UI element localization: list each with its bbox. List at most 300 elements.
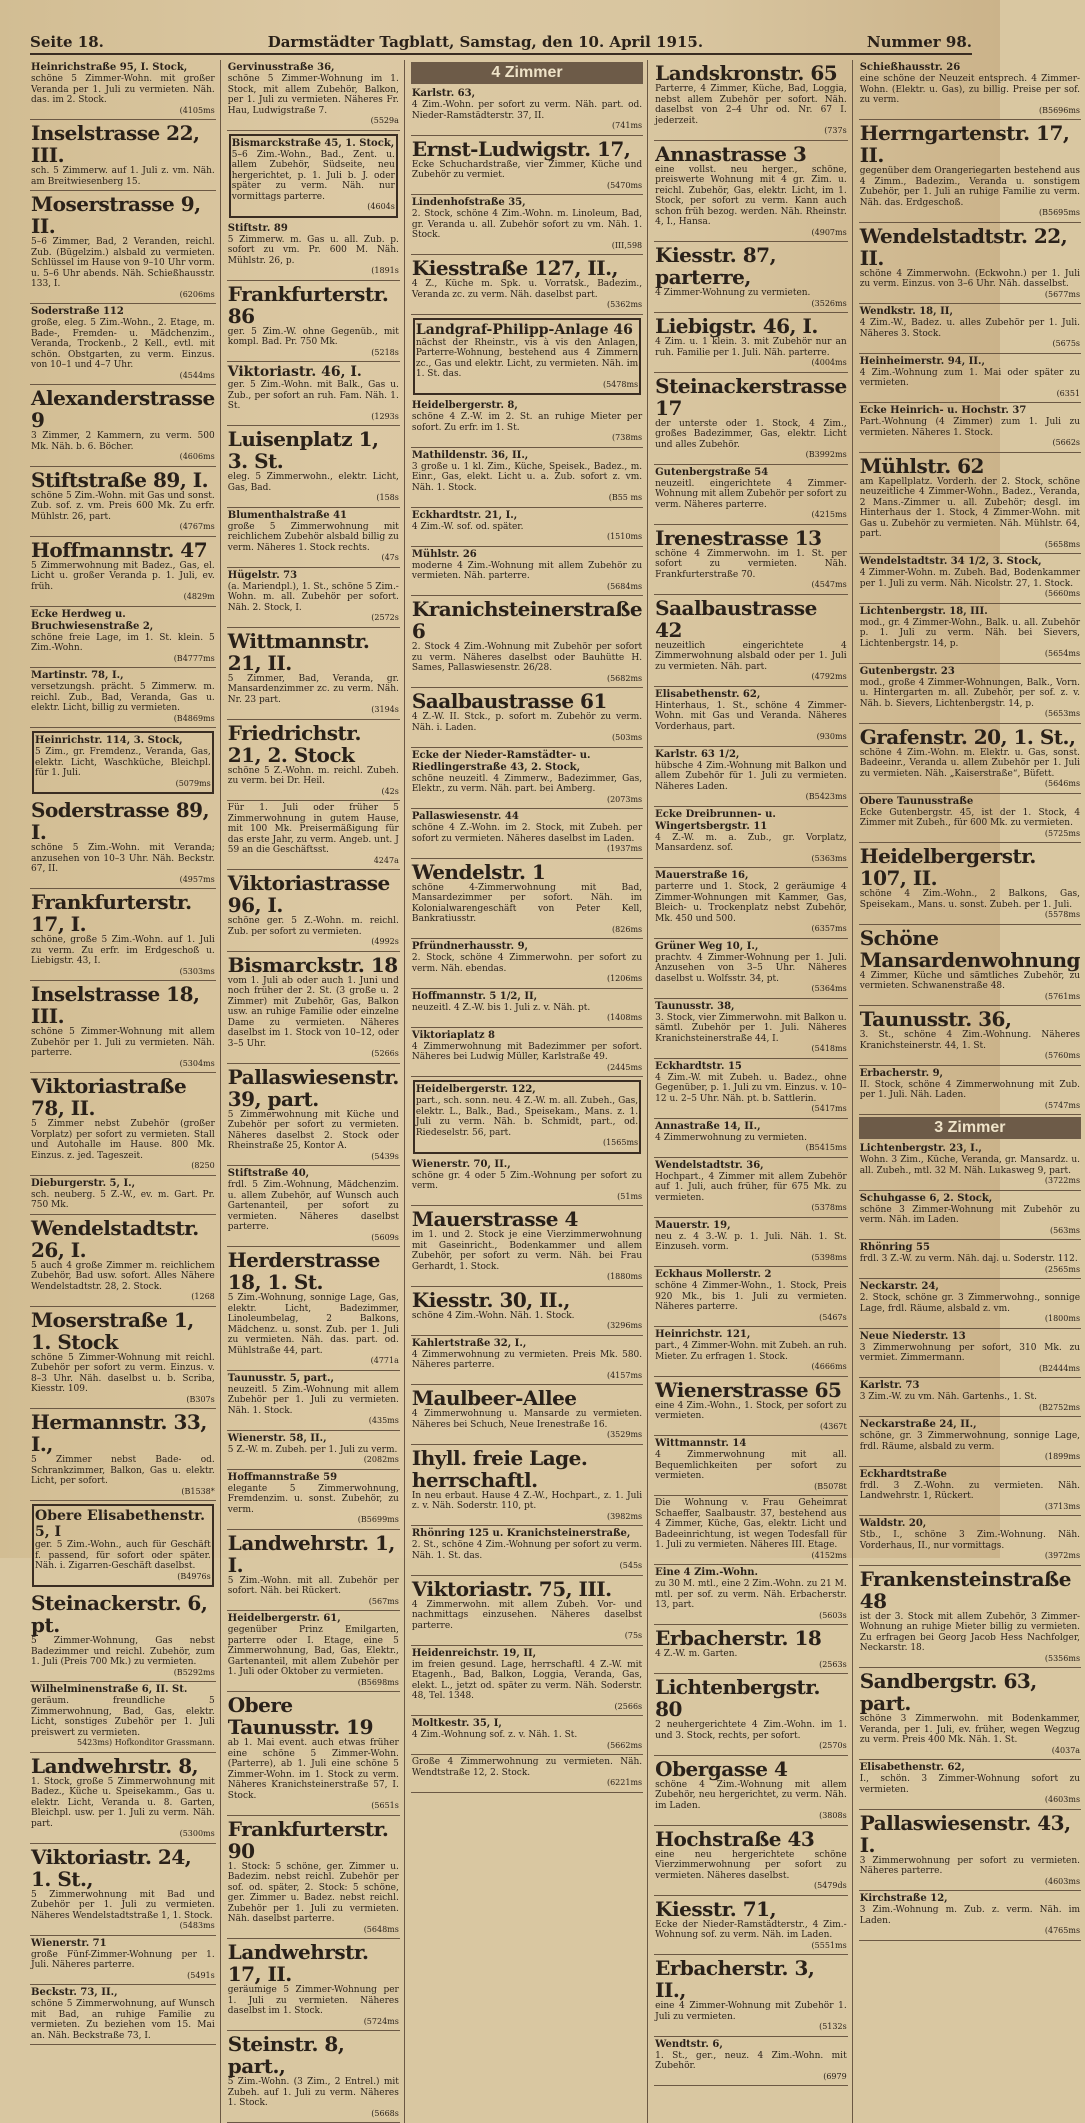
ad-body: 1. Stock: 5 schöne, ger. Zimmer u. Badezim. nebst reichl. Zubehör per sof. od. später, 2. Stock: 5 schöne, ger. Zimmer u. Badez. nebst reichl. Zubehör per 1. Juli zu vermieten. Näh. daselbst parterre. — [227, 1861, 399, 1924]
ad-body: 5 Zimmerwohnung mit Küche und Zubehör per sofort zu vermieten. Näheres daselbst 2. Stock oder Rheinstraße 25, Kontor A. — [227, 1109, 399, 1151]
ad-code: (5303ms — [179, 966, 215, 976]
ad-body: schöne 5 Zimmerwohnung, auf Wunsch mit Bad, an ruhige Familie zu vermieten. Zu beziehen vom 15. Mai an. Näh. Beckstraße 73, I. — [31, 1999, 215, 2041]
ad-code: (B4976s — [177, 1571, 211, 1581]
ad-body: frdl. 5 Zim.-Wohnung, Mädchenzim. u. allem Zubehör, auf Wunsch auch Gartenanteil, per sofort zu vermieten. Näheres daselbst parterre. — [227, 1180, 399, 1232]
ad-body: schöne 4 Z.-W. im 2. St. an ruhige Mieter per sofort. Zu erfr. im 1. St. — [411, 412, 643, 433]
ad-body: sch. neuberg. 5 Z.-W., ev. m. Gart. Pr. 750 Mk. — [31, 1189, 215, 1210]
ad-body: 4 Zim.-Wohnung sof. z. v. Näh. 1. St. — [411, 1730, 578, 1740]
ad-code: (5668s — [371, 2108, 399, 2118]
ad-body: II. Stock, schöne 4 Zimmerwohnung mit Zub. per 1. Juli. Näh. Laden. — [859, 1079, 1081, 1100]
classified-ad — [32, 1504, 214, 1587]
ad-heading: Wienerstrasse 65 — [655, 1377, 842, 1402]
classified-ad — [30, 1409, 216, 1501]
ad-body: 2. Stock 4 Zim.-Wohnung mit Zubehör per sofort zu verm. Näheres daselbst oder Bauhütte H. Sames, Pallaswiesenstr. 26/28. — [411, 642, 643, 673]
ad-body: 5–6 Zimmer, Bad, 2 Veranden, reichl. Zub. (Bügelzim.) alsbald zu vermieten. Schlüssel im Hause von 9–10 Uhr vorm. u. 5–6 Uhr abends. Näh. Schießhausstr. 133, I. — [31, 237, 215, 289]
ad-code: (563ms — [1049, 1225, 1081, 1235]
classified-ad — [859, 794, 1081, 844]
ad-heading: Wendelstadtstr. 22, II. — [859, 223, 1068, 270]
classified-ad — [654, 1826, 848, 1896]
classified-ad — [859, 1191, 1081, 1241]
ad-code: (5483ms — [179, 1921, 215, 1930]
ad-heading: Wittmannstr. 21, II. — [227, 628, 370, 675]
ad-code: (5684ms — [606, 581, 643, 591]
classified-ad — [654, 1896, 848, 1956]
classified-ad — [859, 1006, 1081, 1066]
ad-body: ger. 5 Zim.-Wohn., auch für Geschäft f. passend, für sofort oder später. Näh. i. Zigarren-Geschäft daselbst. — [35, 1540, 211, 1571]
ad-body: schöne 4 Zim.-Wohn. Näh. 1. Stock. — [411, 1310, 575, 1321]
ad-body: 5 Zim.-Wohn. (3 Zim., 2 Entrel.) mit Zubeh. auf 1. Juli zu verm. Näheres 1. Stock. — [227, 2077, 399, 2108]
ad-code: (1565ms — [602, 1138, 639, 1147]
ad-heading: Neue Niederstr. 13 — [859, 1330, 966, 1342]
classified-ad — [411, 1157, 643, 1207]
ad-body: schöne 3 Zimmer-Wohnung mit Zubehör zu verm. Näh. im Laden. — [859, 1204, 1081, 1225]
classified-ad — [859, 1467, 1081, 1517]
ad-heading: Mauerstrasse 4 — [411, 1207, 578, 1231]
column-4 — [654, 60, 853, 2123]
ad-code: (826ms — [612, 924, 643, 934]
classified-ad — [30, 1682, 216, 1753]
ad-body: im 1. und 2. Stock je eine Vierzimmerwohnung mit Gaseinricht., Bodenkammer und allem Zubehör, per sofort zu verm. Näh. bei Frau Gerhardt, 1. Stock. — [411, 1230, 643, 1272]
ad-code: (5662ms — [606, 1740, 643, 1750]
classified-ad — [654, 999, 848, 1059]
ad-code: (5304ms — [179, 1058, 215, 1068]
ad-body: eine vollst. neu herger., schöne, preiswerte Wohnung mit 4 gr. Zim. u. reichl. Zubehör, Gas, elektr. Licht, im 1. Stock, per sofort zu verm. Kann auch schon früh bezog. werden. Näh. Rheinstr. 4, I., Hansa. — [655, 164, 847, 227]
ad-code: 5423ms) Hofkonditor Grassmann. — [76, 1738, 215, 1747]
ad-code: (B5695ms — [1038, 208, 1081, 217]
ad-body: moderne 4 Zim.-Wohnung mit allem Zubehör zu vermieten. Näh. parterre. — [411, 560, 643, 581]
classified-ad — [30, 120, 216, 191]
classified-ad — [227, 362, 400, 426]
ad-code: (5491s — [187, 1970, 215, 1980]
ad-heading: Eckhardtstr. 21, I., — [411, 509, 518, 521]
ad-body: schöne 4 Zimmerwohn. im 1. St. per sofort zu vermieten. Näh. Frankfurterstraße 70. — [655, 548, 847, 580]
ad-heading: Wilhelminenstraße 6, II. St. — [31, 1684, 188, 1695]
classified-ad — [30, 304, 216, 385]
ad-body: 4 Zim.-Wohnung zum 1. Mai oder später zu vermieten. — [859, 367, 1081, 388]
ad-code: (4604s — [367, 202, 395, 211]
ad-code: (4957ms — [179, 874, 215, 884]
ad-body: Hinterhaus, 1. St., schöne 4 Zimmer-Wohn. mit Gas und Veranda. Näheres Vorderhaus, part. — [655, 700, 847, 732]
ad-body: geräum. freundliche 5 Zimmerwohnung, Bad, Gas, elektr. Licht, sonstiges Zubehör per 1. Juli preiswert zu vermieten. — [31, 1696, 215, 1738]
ad-heading: Kiesstraße 127, II., — [411, 256, 619, 280]
ad-body: schöne 5 Zim.-Wohn. mit Veranda; anzusehen von 10–3 Uhr. Näh. Beckstr. 67, II. — [31, 843, 215, 874]
classified-ad — [654, 465, 848, 525]
ad-code: (2566s — [614, 1701, 643, 1711]
ad-body: Für 1. Juli oder früher 5 Zimmerwohnung in gutem Hause, mit 100 Mk. Preisermäßigung für das erste Jahr, zu verm. Angeb. unt. J 59 an die Geschäftsst. — [227, 803, 399, 855]
ad-code: (741ms — [612, 121, 643, 130]
ad-body: mod., gr. 4 Zimmer-Wohn., Balk. u. all. Zubehör p. 1. Juli zu verm. Näh. bei Sievers, Lichtenbergstr. 14, p. — [859, 617, 1081, 649]
ad-code: (5364ms — [811, 984, 847, 993]
ad-body: 5 Zim.-Wohn. mit all. Zubehör per sofort. Näh. bei Rückert. — [227, 1575, 399, 1596]
ad-code: (4767ms — [179, 522, 215, 531]
ad-heading: Landwehrstr. 8, — [31, 1753, 199, 1778]
ad-heading: Grafenstr. 20, 1. St., — [859, 724, 1076, 749]
ad-body: (a. Mariendpl.), 1. St., schöne 5 Zim.-Wohn. m. all. Zubehör per sofort. Näh. 2. Stock, I. — [227, 581, 399, 613]
ad-heading: Steinstr. 8, part., — [227, 2032, 345, 2078]
ad-heading: Pfründnerhausstr. 9, — [411, 941, 529, 952]
classified-ad — [411, 136, 643, 196]
ad-heading: Landgraf-Philipp-Anlage 46 — [415, 321, 633, 338]
classified-ad — [30, 1985, 216, 2045]
classified-ad — [227, 568, 400, 628]
classified-ad — [859, 554, 1081, 604]
ad-heading: Wienerstr. 58, II., — [227, 1432, 327, 1444]
ad-code: (5747ms — [1044, 1100, 1081, 1110]
ad-heading: Pallaswiesenstr. 43, I. — [859, 1810, 1071, 1857]
ad-body: 5 Z.-W. m. Zubeh. per 1. Juli zu verm. — [227, 1444, 398, 1455]
ad-heading: Eckhardtstraße — [859, 1468, 947, 1480]
ad-heading: Lindenhofstraße 35, — [411, 197, 526, 208]
ad-heading: Maulbeer-Allee — [411, 1386, 577, 1410]
classified-ad — [227, 1431, 400, 1470]
ad-body: 4 Zimmer-Wohn. m. Zubeh. Bad, Bodenkammer per 1. Juli zu verm. Näh. Nicolstr. 27, 1. Stock. — [859, 568, 1081, 589]
classified-ad — [859, 223, 1081, 305]
ad-body: 5 Zimmer, Bad, Veranda, gr. Mansardenzimmer zc. zu verm. Näh. Nr. 23 part. — [227, 673, 399, 705]
ad-heading: Friedrichstr. 21, 2. Stock — [227, 720, 361, 767]
ad-body: frdl. 3 Z.-W. zu verm. Näh. daj. u. Soderstr. 112. — [859, 1254, 1078, 1264]
classified-ad — [411, 1385, 643, 1445]
ad-heading: Heidelbergerstr. 107, II. — [859, 844, 1036, 890]
ad-code: (5132s — [819, 2022, 847, 2031]
ad-body: schöne, gr. 3 Zimmerwohnung, sonnige Lage, frdl. Räume, alsbald zu verm. — [859, 1431, 1081, 1452]
ad-heading: Mühlstr. 62 — [859, 453, 984, 478]
page-number: Seite 18. — [30, 33, 104, 51]
classified-ad — [227, 508, 400, 568]
ad-code: (1899ms — [1044, 1452, 1081, 1461]
ad-heading: Frankfurterstr. 17, I. — [31, 890, 192, 936]
ad-code: (5362ms — [606, 300, 643, 309]
ad-code: (5418ms — [811, 1044, 847, 1053]
ad-body: parterre und 1. Stock, 2 geräumige 4 Zimmer-Wohnungen mit Kammer, Gas, Bleich- u. Trockenplatz nebst Zubehör, Mk. 450 und 500. — [655, 882, 847, 924]
ad-body: Parterre, 4 Zimmer, Küche, Bad, Loggia, nebst allem Zubehör per sofort. Näh. daselbst von 2–4 Uhr od. Nr. 67 I. jederzeit. — [655, 84, 847, 126]
ad-code: (5578ms — [1044, 910, 1081, 919]
ad-code: (503ms — [612, 733, 643, 742]
ad-heading: Landskronstr. 65 — [655, 61, 838, 85]
classified-ad — [411, 939, 643, 989]
ad-body: schöne 5 Zim.-Wohn. mit Gas und sonst. Zub. sof. z. vm. Preis 600 Mk. Zu erfr. Mühlstr. 26, part. — [31, 490, 215, 522]
ad-heading: Erbacherstr. 9, — [859, 1067, 944, 1079]
classified-ad — [30, 1176, 216, 1215]
ad-code: (5724ms — [363, 2016, 399, 2026]
ad-body: I., schön. 3 Zimmer-Wohnung sofort zu vermieten. — [859, 1774, 1081, 1795]
ad-code: (4603ms — [1044, 1876, 1081, 1886]
ad-heading: Hochstraße 43 — [655, 1826, 815, 1851]
ad-code: (2073ms — [606, 794, 643, 804]
ad-body: neu z. 4 3.-W. p. 1. Juli. Näh. 1. St. Einzuseh. vorm. — [655, 1231, 847, 1252]
ad-body: schöne 4 Zimmerwohn. (Eckwohn.) per 1. Juli zu verm. Einzus. von 3–6 Uhr. Näh. dasselbst. — [859, 268, 1081, 289]
classified-ad — [859, 664, 1081, 724]
ad-code: (4603ms — [1044, 1795, 1081, 1804]
ad-code: (B55 ms — [608, 493, 643, 502]
ad-heading: Obergasse 4 — [655, 1756, 788, 1781]
ad-code: (B1538* — [181, 1486, 215, 1496]
ad-heading: Obere Taunusstr. 19 — [227, 1693, 374, 1739]
ad-code: (930ms — [816, 732, 847, 741]
classified-ad — [411, 1755, 643, 1793]
classified-ad — [411, 508, 643, 547]
ad-body: 4 Zimmerwohnung zu vermieten. — [655, 1132, 807, 1143]
ad-heading: Mühlstr. 26 — [411, 548, 477, 560]
classified-ad — [654, 1674, 848, 1756]
ad-code: (2570s — [819, 1741, 847, 1750]
ad-body: 4 Z.-W. m. a. Zub., gr. Vorplatz, Mansardenz. sof. — [655, 832, 847, 853]
ad-body: 5 Zimmerw. m. Gas u. all. Zub. p. sofort zu vm. Pr. 600 M. Näh. Mühlstr. 26, p. — [227, 234, 399, 266]
classified-ad — [411, 688, 643, 748]
ad-heading: Ecke Herdweg u. Bruchwiesenstraße 2, — [31, 608, 154, 632]
classified-ad — [227, 426, 400, 508]
ad-heading: Heidelbergerstr. 8, — [411, 400, 518, 411]
ad-heading: Frankensteinstraße 48 — [859, 1566, 1071, 1613]
ad-code: (158s — [376, 493, 399, 502]
ad-code: (47s — [381, 553, 399, 562]
classified-ad — [30, 467, 216, 537]
ad-code: (5654ms — [1044, 649, 1081, 658]
ad-heading: Ecke der Nieder-Ramstädter- u. Riedlingerstraße 43, 2. Stock, — [411, 749, 591, 773]
classified-ad — [859, 60, 1081, 120]
ad-heading: Heinrichstraße 95, I. Stock, — [31, 62, 188, 73]
classified-ad — [654, 747, 848, 807]
ad-body: nächst der Rheinstr., vis à vis den Anlagen, Parterre-Wohnung, bestehend aus 4 Zimmern zc., Gas und elektr. Licht, zu vermieten. Näh. im 1. St. das. — [415, 337, 639, 379]
ad-body: 4 Zimmerwohn. mit allem Zubeh. Vor- und nachmittags einzusehen. Näheres daselbst parterre. — [411, 1599, 643, 1631]
classified-ad — [859, 1668, 1081, 1760]
ad-body: 4 Z., Küche m. Spk. u. Vorratsk., Badezim., Veranda zc. zu verm. Näh. daselbst part. — [411, 279, 643, 300]
ad-code: (5653ms — [1044, 709, 1081, 718]
classified-ad — [654, 242, 848, 313]
ad-code: (3982ms — [606, 1511, 643, 1521]
ad-heading: Bismarckstraße 45, 1. Stock, — [231, 137, 395, 149]
ad-code: (B4777ms — [173, 653, 215, 663]
classified-ad — [859, 453, 1081, 555]
classified-ad — [654, 313, 848, 373]
ad-body: sch. 5 Zimmerw. auf 1. Juli z. vm. Näh. am Breitwiesenberg 15. — [31, 166, 215, 187]
ad-code: (4037a — [1051, 1745, 1081, 1755]
classified-ad — [859, 1141, 1081, 1191]
ad-body: Part.-Wohnung (4 Zimmer) zum 1. Juli zu vermieten. Näheres 1. Stock. — [859, 417, 1081, 438]
ad-heading: Inselstrasse 22, III. — [31, 121, 200, 167]
ad-body: 3 Zimmer, 2 Kammern, zu verm. 500 Mk. Näh. b. 6. Böcher. — [31, 431, 215, 452]
column-5 — [859, 60, 1085, 2123]
classified-ad — [30, 1215, 216, 1307]
ad-code: (5648ms — [363, 1924, 399, 1934]
ad-body: schöne 5 Zimmer-Wohnung mit reichl. Zubehör per sofort zu verm. Einzus. v. 8–3 Uhr. Näh. daselbst u. b. Scriba, Kiesstr. 109. — [31, 1352, 215, 1394]
ad-code: (5218s — [371, 347, 399, 357]
ad-code: (5266s — [371, 1049, 399, 1058]
ad-heading: Wittmannstr. 14 — [655, 1438, 747, 1449]
ad-heading: Steinackerstrasse 17 — [655, 373, 847, 420]
classified-ad — [654, 687, 848, 747]
ad-body: ger. 5 Zim.-Wohn. mit Balk., Gas u. Zub., per sofort an ruh. Fam. Näh. 1. St. — [227, 380, 399, 411]
ad-heading: Grüner Weg 10, I., — [655, 940, 759, 952]
ad-heading: Saalbaustrasse 61 — [411, 689, 607, 713]
ad-code: (5682ms — [606, 673, 643, 683]
ad-body: neuzeitlich eingerichtete 4 Zimmerwohnung alsbald oder per 1. Juli zu vermieten. Näh. part. — [655, 640, 847, 672]
classified-ad — [227, 1611, 400, 1692]
ad-code: (5470ms — [606, 180, 643, 190]
ad-code: (B5699ms — [357, 1515, 399, 1524]
ad-code: (5417ms — [811, 1104, 847, 1113]
ad-body: eine 4 Zim.-Wohn., 1. Stock, per sofort zu vermieten. — [655, 1400, 847, 1421]
ad-body: 4 Z.-W. II. Stck., p. sofort m. Zubehör zu verm. Näh. i. Laden. — [411, 712, 643, 733]
classified-ad — [859, 1240, 1081, 1279]
ad-code: (3529ms — [606, 1430, 643, 1439]
ad-heading: Pallaswiesenstr. 44 — [411, 811, 519, 822]
ad-heading: Rhönring 55 — [859, 1242, 930, 1253]
ad-heading: Viktoriastrasse 96, I. — [227, 871, 390, 917]
ad-code: (737s — [824, 126, 847, 135]
ad-body: ger. 5 Zim.-W. ohne Gegenüb., mit kompl. Bad. Pr. 750 Mk. — [227, 326, 399, 347]
ad-heading: Lichtenbergstr. 18, III. — [859, 605, 988, 617]
ad-body: 4 Zim.-W., Badez. u. alles Zubehör per 1. Juli. Näheres 3. Stock. — [859, 318, 1081, 339]
ad-heading: Wendtstr. 6, — [655, 2038, 723, 2050]
classified-ad — [30, 1753, 216, 1844]
ad-code: (5529a — [370, 116, 399, 125]
ad-body: ab 1. Mai event. auch etwas früher eine schöne 5 Zimmer-Wohn. (Parterre), ab 1. Juli eine schöne 5 Zimmer-Wohn. im 1. Stock zu verm. Näheres Kranichsteinerstraße 57, I. Stock. — [227, 1738, 399, 1801]
classified-ad — [859, 1279, 1081, 1329]
ad-code: (5646ms — [1044, 779, 1081, 788]
classified-ad — [227, 952, 400, 1064]
ad-code: (5725ms — [1044, 828, 1081, 838]
ad-heading: Kiesstr. 71, — [655, 1896, 777, 1921]
ad-heading: Viktoriastr. 24, 1. St., — [31, 1844, 192, 1891]
classified-ad — [654, 1267, 848, 1327]
ad-body: schöne 4 Zim.-Wohn. m. Elektr. u. Gas, sonst. Badeeinr., Veranda u. allem Zubehör per 1. Juli zu vermieten. Näh. „Kaiserstraße“, Büfett. — [859, 747, 1081, 779]
ad-code: (1800ms — [1044, 1314, 1081, 1323]
ad-body: große, eleg. 5 Zim.-Wohn., 2. Etage, m. Bade-, Fremden- u. Mädchenzim., Veranda, Trockenb., 2 Kell., evtl. mit schön. Obstgarten, zu verm. Einzus. von 10–1 und 4–7 Uhr. — [31, 318, 215, 370]
ad-body: 3 Zimmerwohnung per sofort zu vermieten. Näheres parterre. — [859, 1855, 1081, 1876]
classified-ad — [411, 989, 643, 1028]
classified-ad — [859, 403, 1081, 453]
ad-heading: Soderstrasse 89, I. — [31, 798, 210, 844]
ad-heading: Elisabethenstr. 62, — [655, 688, 761, 700]
ad-code: (5651s — [371, 1801, 399, 1810]
classified-ad — [30, 607, 216, 669]
ad-code: (5760ms — [1044, 1051, 1081, 1060]
ad-heading: Frankfurterstr. 90 — [227, 1816, 389, 1863]
ad-code: (3722ms — [1044, 1176, 1081, 1185]
ad-body: mod., große 4 Zimmer-Wohnungen, Balk., Vorn. u. Hintergarten m. all. Zubehör, per sof. z. v. Näh. b. Sievers, Lichtenbergstr. 14, p. — [859, 677, 1081, 709]
ad-heading: Kiesstr. 30, II., — [411, 1287, 570, 1312]
classified-ad — [32, 731, 214, 794]
classified-ad — [654, 141, 848, 243]
ad-heading: Erbacherstr. 3, II., — [655, 1956, 815, 2002]
ad-heading: Waldstr. 20, — [859, 1518, 927, 1529]
ad-code: (435ms — [368, 1416, 399, 1425]
classified-ad — [859, 1810, 1081, 1892]
ad-body: schöne, große 5 Zim.-Wohn. auf 1. Juli zu verm. Zu erfr. im Erdgeschoß u. Liebigstr. 43, I. — [31, 935, 215, 966]
classified-ad — [654, 939, 848, 999]
classified-ad — [227, 870, 400, 952]
classified-ad — [859, 724, 1081, 794]
ad-heading: Dieburgerstr. 5, I., — [31, 1177, 136, 1189]
ad-body: große 5 Zimmerwohnung mit reichlichem Zubehör alsbald billig zu verm. Näheres 1. Stock rechts. — [227, 521, 399, 553]
ad-heading: Beckstr. 73, II., — [31, 1987, 118, 1998]
ad-body: neuzeitl. eingerichtete 4 Zimmer-Wohnung mit allem Zubehör per sofort zu verm. Näheres parterre. — [655, 478, 847, 510]
ad-heading: Taunusstr. 36, — [859, 1007, 1012, 1031]
classified-ad — [654, 868, 848, 939]
classified-ad — [654, 1327, 848, 1377]
classified-ad — [411, 1028, 643, 1078]
ad-code: (2565ms — [1044, 1264, 1081, 1274]
ad-code: (III,598 — [611, 240, 643, 250]
ad-body: 1. St., ger., neuz. 4 Zim.-Wohn. mit Zubehör. — [655, 2050, 847, 2071]
ad-code: (4606ms — [179, 452, 215, 461]
ad-body: neuzeitl. 4 Z.-W. bis 1. Juli z. v. Näh. pt. — [411, 1002, 591, 1013]
ad-heading: Hermannstr. 33, I., — [31, 1410, 207, 1456]
ad-code: (4829m — [183, 592, 215, 601]
ad-heading: Viktoriastr. 46, I. — [227, 364, 362, 380]
section-header: 3 Zimmer — [859, 1117, 1081, 1139]
ad-code: (5551ms — [811, 1940, 847, 1950]
ad-heading: Elisabethenstr. 62, — [859, 1762, 965, 1773]
ad-body: eine neu hergerichtete schöne Vierzimmerwohnung per sofort zu vermieten. Näheres daselbst. — [655, 1849, 847, 1881]
ad-body: gegenüber dem Orangeriegarten bestehend aus 4 Zimm., Badezim., Veranda u. sonstigem Zubehör, per 1. Juli an ruhige Familie zu verm. Näh. das. Erdgeschoß. — [859, 166, 1081, 208]
classified-ad — [227, 281, 400, 363]
ad-body: 4 Zimmerwohnung u. Mansarde zu vermieten. Näheres bei Schuch, Neue Irenestraße 16. — [411, 1409, 643, 1430]
classified-ad — [30, 1073, 216, 1176]
ad-code: (4367t — [819, 1421, 847, 1431]
ad-body: 2. St., schöne 4 Zim.-Wohnung per sofort zu verm. Näh. 1. St. das. — [411, 1540, 643, 1561]
classified-ad — [654, 60, 848, 141]
ad-code: (4157ms — [606, 1370, 643, 1380]
ad-code: (4907ms — [811, 227, 847, 237]
ad-heading: Wienerstr. 71 — [31, 1937, 107, 1949]
ad-code: (6351 — [1056, 388, 1081, 398]
ad-body: der unterste oder 1. Stock, 4 Zim., großes Badezimmer, Gas, elektr. Licht und alles Zubehör. — [655, 418, 847, 450]
ad-code: (5662s — [1052, 438, 1081, 447]
classified-ad — [30, 668, 216, 728]
ad-heading: Kiesstr. 87, parterre, — [655, 243, 777, 289]
classified-ad — [411, 1336, 643, 1386]
ad-heading: Steinackerstr. 6, pt. — [31, 1591, 208, 1637]
ad-code: (2563s — [819, 1659, 847, 1669]
classified-ad — [654, 1377, 848, 1437]
ad-body: eine schöne der Neuzeit entsprech. 4 Zimmer-Wohn. (Elektr. u. Gas), zu billig. Preise per sof. zu verm. — [859, 74, 1081, 105]
ad-code: (5677ms — [1044, 289, 1081, 299]
classified-ad — [30, 1590, 216, 1682]
ad-code: (1206ms — [606, 974, 643, 983]
ad-code: (B5415ms — [805, 1143, 847, 1152]
ad-heading: Saalbaustrasse 42 — [655, 595, 817, 642]
classified-ad — [411, 809, 643, 859]
ad-body: Die Wohnung v. Frau Geheimrat Schaeffer, Saalbaustr. 37, bestehend aus 4 Zimmer, Küche, Gas, elektr. Licht und Badeeinrichtung, ist wegen Todesfall für 1. Juli zu vermieten. Näheres III. Etage. — [655, 1498, 847, 1550]
ad-body: 4 Zimmer-Wohnung zu vermieten. — [655, 288, 811, 298]
ad-body: elegante 5 Zimmerwohnung, Fremdenzim. u. sonst. Zubehör, zu verm. — [227, 1483, 399, 1515]
ad-heading: Karlstr. 63, — [411, 88, 476, 99]
ad-heading: Sandbergstr. 63, part. — [859, 1669, 1037, 1715]
classified-ad — [411, 1576, 643, 1646]
column-1 — [30, 60, 221, 2123]
classified-ad — [654, 1119, 848, 1158]
ad-code: (4004ms — [811, 358, 847, 367]
ad-code: (5479ds — [813, 1881, 847, 1890]
ad-body: 5–6 Zim.-Wohn., Bad., Zent. u. allem Zubehör, Südseite, neu hergerichtet, p. 1. Juli b. J. oder später zu verm. Näh. nur vormittags parterre. — [231, 149, 395, 202]
page-title: Darmstädter Tagblatt, Samstag, den 10. April 1915. — [267, 33, 704, 51]
ad-body: part., 4 Zimmer-Wohn. mit Zubeh. an ruh. Mieter. Zu erfragen 1. Stock. — [655, 1341, 847, 1362]
classified-ad — [411, 1716, 643, 1755]
ad-body: schöne 5 Zimmer-Wohn. mit großer Veranda per 1. Juli zu vermieten. Näh. das. im 2. Stock. — [31, 74, 215, 105]
ad-body: 4 Zimmerwohnung mit Badezimmer per sofort. Näheres bei Ludwig Müller, Karlstraße 49. — [411, 1041, 643, 1062]
ad-heading: Erbacherstr. 18 — [655, 1626, 822, 1650]
ad-heading: Wienerstr. 70, II., — [411, 1158, 511, 1170]
ad-heading: Ihyll. freie Lage. herrschaftl. — [411, 1445, 588, 1492]
ad-body: In neu erbaut. Hause 4 Z.-W., Hochpart., z. 1. Juli z. v. Näh. Soderstr. 110, pt. — [411, 1490, 643, 1511]
ad-heading: Blumenthalstraße 41 — [227, 509, 348, 521]
ad-heading: Moserstraße 1, 1. Stock — [31, 1307, 194, 1354]
ad-code: (3296ms — [606, 1321, 643, 1330]
ad-code: (B2444ms — [1038, 1363, 1081, 1373]
ad-body: schöne 4 Zimmer-Wohn., 1. Stock, Preis 920 Mk., bis 1. Juli zu vermieten. Näheres parterre. — [655, 1281, 847, 1312]
ad-code: (8250 — [191, 1161, 215, 1170]
